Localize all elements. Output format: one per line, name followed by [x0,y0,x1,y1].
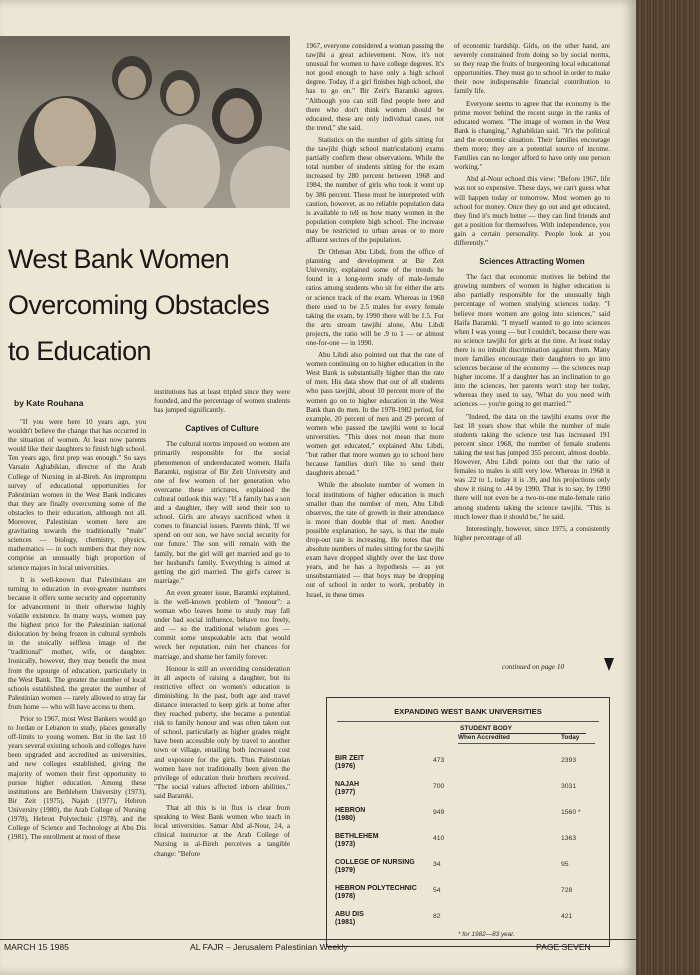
column-3 [306,42,444,684]
table-title-rule [337,721,599,722]
when-accredited-value: 82 [433,913,441,920]
footer-rule [0,939,636,940]
today-value: 1560 * [561,809,581,816]
headline-line-1: West Bank Women [8,244,230,274]
when-accredited-value: 34 [433,861,441,868]
col2-paragraph: That all this is in flux is clear from speaking to West Bank women who teach in local universities. Samar Abd al-Nour, 24, a clinical instructor at the Arab College of Nursing in al-Bireh perceives a tangible change: "Before [154,804,290,858]
when-accredited-header: When Accredited [458,734,510,741]
today-value: 95 [561,861,569,868]
column-2 [154,388,290,934]
today-value: 421 [561,913,573,920]
col1-paragraph: It is well-known that Palestinians are turning to education in ever-greater numbers because it offers some security and opportunity for advancement in their otherwise highly volatile existence. In many ways, women pay the highest price for the Palestinian national dislocation by being frozen in cultural symbols in the stoically selfless image of the "traditional" mother, wife, or daughter. Ironically, however, they may benefit the most from the upsurge of education, particularly in the West Bank. The greater the number of local schools established, the greater the number of Palestinian women — rarely allowed to stray far from home — who will have access to them. [8,575,146,711]
table-title: EXPANDING WEST BANK UNIVERSITIES [394,707,542,716]
col2-paragraph: Honour is still an overriding consideration in all aspects of raising a daughter, but its restrictive effect on women's education is diminishing. In the past, both age and travel distance interacted to keep girls at home after they reached puberty, she became a potential risk to family honour and was often taken out of school, particularly as higher grades might have been accessible only by travel to another town or village, entailing both increased cost and exposure for the girls. Thus Palestinian women have not traditionally been given the privilege of education their brothers received. "The social values affected inborn abilities," said Baramki. [154,664,290,800]
when-accredited-value: 410 [433,835,445,842]
col4-paragraph: Interestingly, however, since 1975, a consistently higher percentage of all [454,524,610,542]
headline-line-3: to Education [8,336,151,366]
today-value: 728 [561,887,573,894]
footer-date: MARCH 15 1985 [4,942,69,952]
university-name: BIR ZEIT (1976) [335,755,365,771]
subhead-sciences-attracting-women: Sciences Attracting Women [479,257,585,267]
university-name: BETHLEHEM (1973) [335,833,379,849]
table-row [335,781,603,807]
university-name: HEBRON POLYTECHNIC (1978) [335,885,417,901]
col2-paragraph: The cultural norms imposed on women are primarily responsible for the social phenomenon of undereducated women. Haifa Baramki, registrar of Bir Zeit University and one of few women of her generation who overcame these strictures, explained the cultural outlook this way: "If a family has a son and a daughter, they will send their son to school. Girls are always sacrificed when it comes to financial issues. Parents think, 'If we spend on our son, we have social security for our future.' The son will remain with the family, but the girl will get married and go to her husband's family. Everything is aimed at getting the girl married. The girl's career is marriage." [154,440,290,585]
footer-page-number: PAGE SEVEN [536,942,591,952]
col1-paragraph: "If you were here 10 years ago, you wouldn't believe the change that has occurred in the situation of women. At least now parents would like their daughters to finish high school. Ten years ago, first prep was enough." So says Varsain Aghabikian, director of the Arab College of Nursing in al-Bireh. An impromptu survey of educational opportunities for Palestinian women in the West Bank indicates that they are finally overcoming some of the obstacles to their education, although not all. Moreover, Palestinian women here are gravitating towards the traditionally "male" sciences — biology, chemistry, physics, mathematics — in such numbers that they now comprise an unusually high proportion of science majors in local universities. [8,418,146,572]
university-name: COLLEGE OF NURSING (1979) [335,859,415,875]
subhead-captives-of-culture: Captives of Culture [185,424,259,434]
universities-table [326,697,610,947]
footer-masthead: AL FAJR – Jerusalem Palestinian Weekly [190,942,348,952]
col3-paragraph: Statistics on the number of girls sitting for the tawjihi (high school matriculation) exams partially confirm these observations. While the total number of students sitting for the exam increased by 280 percent between 1968 and 1984, the number of girls who took it went up by 386 percent. These must be interpreted with caution, however, as no reliable population data is available to tell us how many women in the population complete high school. The increase may be restricted to urban areas or to more affluent sectors of the population. [306,135,444,244]
col3-paragraph: 1967, everyone considered a woman passing the tawjihi a great achievement. Now, it's not unusual for women to have college degrees. It's not good enough to have only a high school degree. Today, if a girl finishes high school, she has to go on." Bir Zeit's Baramki agrees. "Although you can still find people here and there who don't think women should be educated, these are only individual cases, not the trend," she said. [306,42,444,132]
col4-paragraph: The fact that economic motives lie behind the growing numbers of women in higher education is also partially responsible for the unusually high percentage of women studying sciences today. "I believe more women are going into sciences," said Haifa Baramki. "I myself wanted to go into sciences when I was young — but I couldn't, because there was no science tawjihi for girls at the time. At least today there is no inbuilt discrimination against them. Many more families encourage their daughters to go into sciences because of the economy — the sciences reap higher income. If a daughter has an inclination to go into the sciences, her parents won't stop her today, whereas they used to say, 'What do you need with sciences — you're going to get married.'" [454,273,610,409]
col3-paragraph: Dr Othman Abu Libdi, from the office of planning and development at Bir Zeit University, explained some of the trends he found in a long-term study of male-female ratios among students who sit for either the arts or science track of the exam. Whereas in 1968 there used to be 2.5 males for every female taking the exam, by 1990 there will be 1.5. For the arts stream tawjihi alone, Abu Libdi projects, the ratio will be .9 to 1 — or almost one-for-one — in 1990. [306,248,444,347]
table-row [335,885,603,911]
book-binding [636,0,700,975]
schoolgirls-photo [0,36,290,208]
header-rule [458,743,595,744]
col2-paragraph: An even greater issue, Baramki explained, is the well-known problem of "honour": a woman who leaves home to study may fall under bad social influence, behave too freely, and — so the traditional wisdom goes — commit some unspeakable acts that would wreck her reputation, ruin her chances for marriage, and shame her family forever. [154,588,290,661]
column-4 [454,42,610,654]
today-value: 3031 [561,783,577,790]
byline: by Kate Rouhana [14,398,84,408]
today-value: 2393 [561,757,577,764]
student-body-header: STUDENT BODY [460,725,586,734]
today-value: 1363 [561,835,577,842]
continued-note: continued on page 10 [502,663,565,671]
col4-paragraph: Abd al-Nour echoed this view: "Before 1967, life was not so expensive. These days, we can't guess what will happen today or tomorrow. Most women go to school for money. Once they go out and get educated, they find it's much better — they can find friends and get a position for themselves. With independence, you gain a certain personality. People look at you differently." [454,175,610,247]
table-row [335,833,603,859]
when-accredited-value: 54 [433,887,441,894]
table-row [335,859,603,885]
col2-intro: institutions has at least tripled since they were founded, and the percentage of women students has jumped significantly. [154,388,290,415]
col1-paragraph: Prior to 1967, most West Bankers would go to Jordan or Lebanon to study, places generally off-limits to young women. But in the last 10 years several existing schools and colleges have been upgraded and accredited as universities, and new colleges established, giving the majority of women their first opportunity to pursue higher education. Among these institutions are Bethlehem University (1973), Bir Zeit (1975), Najah (1977), Hebron University (1980), the Arab College of Nursing (1978), Hebron Polytechnic (1978), and the College of Science and Technology at Abu Dis (1981). The enrollment at most of these [8,715,146,842]
down-arrow-icon [604,658,614,671]
column-1 [8,418,146,934]
when-accredited-value: 700 [433,783,445,790]
col3-paragraph: Abu Libdi also pointed out that the rate of women continuing on to higher education in the West Bank is substantially higher than the rate of men. His data show that out of all students who pass tawjihi, about 10 percent more of the women go on to higher education in the West Bank than do men. In the 1978-1982 period, for example, 20 percent of men and 29 percent of women who passed the tawjihi went to local universities. "This does not mean that more women get educated," explained Abu Libdi, "but rather that more women go to school here because families don't like to send their daughters abroad." [306,351,444,478]
when-accredited-value: 473 [433,757,445,764]
col4-paragraph: "Indeed, the data on the tawjihi exams over the last 18 years show that while the number of male students taking the science test has increased 191 percent since 1968, the number of female students taking the test has jumped 355 percent, almost double. However, Abu Libdi points out that the ratio of females to males is still very low. Whereas in 1968 it was .22 to 1, today it is .39, and his projections only show it rising to .44 by 1990. That is to say, by 1990 there will not even be a two-to-one male-female ratio among students taking the science tawjihi. "This is much lower than it should be," he said. [454,412,610,521]
table-footnote: * for 1982—83 year. [458,931,515,938]
headline-line-2: Overcoming Obstacles [8,290,270,320]
today-header: Today [561,734,580,741]
col3-paragraph: While the absolute number of women in local institutions of higher education is much smaller than the number of men, Abu Libdi observes, the rate of growth in their attendance is more than double that of men. Another possible explanation, he says, is that the male drop-out rate is increasing. He notes that the absolute numbers of males sitting for the tawjihi exam have dropped slightly over the last three years, and he has a hypothesis — as yet unsubstantiated — that boys may be dropping out of school in order to work, probably in Israel, in these times [306,481,444,599]
col4-paragraph: of economic hardship. Girls, on the other hand, are severely constrained from doing so by social norms, so they reap the fruits of burgeoning local educational opportunities. They must go to school in order to make their now indispensable financial contribution to family life. [454,42,610,96]
col4-paragraph: Everyone seems to agree that the economy is the prime mover behind the recent surge in the ranks of educated women. "The image of women in the West Bank is changing," Aghabikian said. "It's the political and the economic situation. Their families encourage them more; they are a potential source of income. Families can no longer afford to have only one person working." [454,99,610,172]
university-name: ABU DIS (1981) [335,911,364,927]
university-name: HEBRON (1980) [335,807,366,823]
table-row [335,755,603,781]
when-accredited-value: 949 [433,809,445,816]
table-row [335,807,603,833]
university-name: NAJAH (1977) [335,781,360,797]
